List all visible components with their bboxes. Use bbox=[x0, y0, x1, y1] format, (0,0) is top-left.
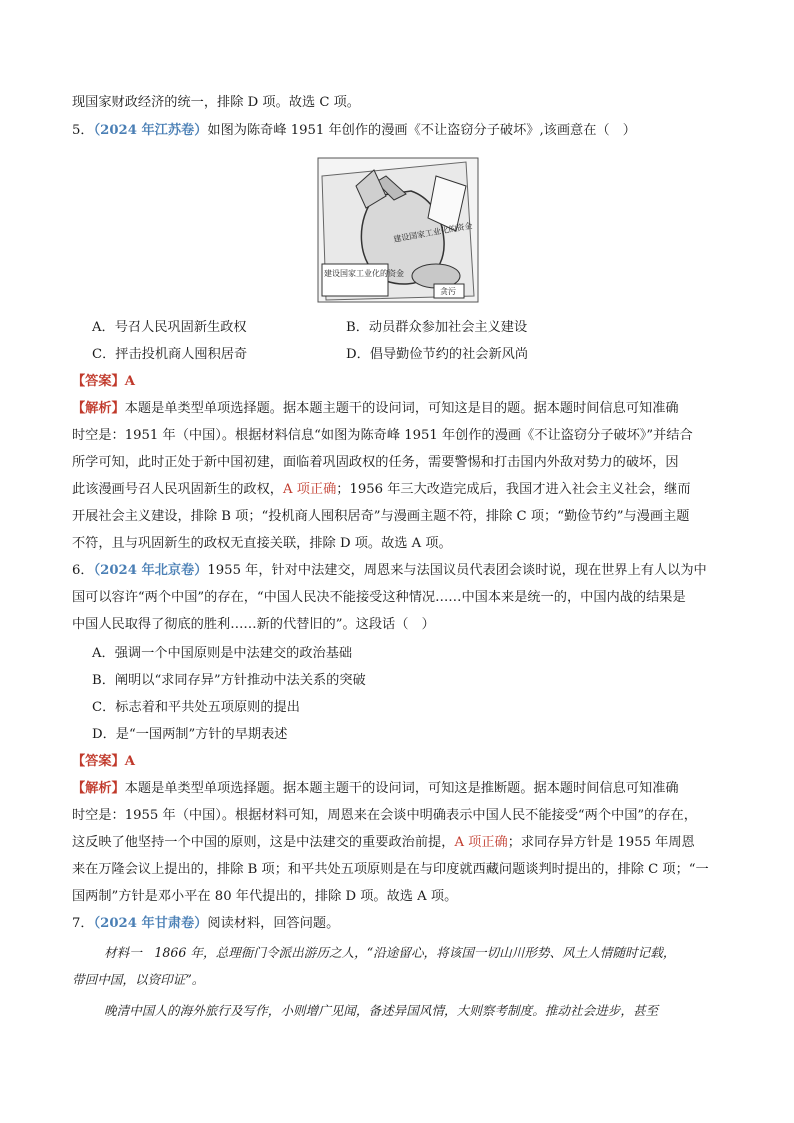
option-text: A．号召人民巩固新生政权 bbox=[92, 320, 247, 335]
correct-highlight: A 项正确 bbox=[283, 482, 337, 497]
question-source: （2024 年甘肃卷） bbox=[93, 916, 208, 931]
analysis-label: 【解析】 bbox=[72, 781, 125, 796]
question-text: 阅读材料，回答问题。 bbox=[207, 916, 340, 931]
answer-value: A bbox=[124, 754, 135, 769]
material-text: 带回中国，以资印证”。 bbox=[72, 972, 205, 987]
text: 国两制”方针是邓小平在 80 年代提出的，排除 D 项。故选 A 项。 bbox=[72, 889, 458, 904]
option-text: A．强调一个中国原则是中法建交的政治基础 bbox=[92, 646, 353, 661]
q5-analysis-4 bbox=[72, 480, 691, 500]
text: ；求同存异方针是 1955 年周恩 bbox=[507, 835, 695, 850]
q7-material-2 bbox=[72, 970, 204, 990]
q6-option-d bbox=[92, 725, 288, 745]
q5-stem bbox=[72, 121, 636, 141]
question-text: 如图为陈奇峰 1951 年创作的漫画《不让盗窃分子破坏》,该画意在（ ） bbox=[207, 123, 636, 138]
q5-analysis-2 bbox=[72, 426, 693, 446]
tag-label: 贪污 bbox=[440, 287, 456, 296]
analysis-label: 【解析】 bbox=[72, 401, 125, 416]
q6-analysis-5 bbox=[72, 887, 457, 907]
sack-label: 建设国家工业化的资金 bbox=[392, 221, 474, 244]
text: 不符，且与巩固新生的政权无直接关联，排除 D 项。故选 A 项。 bbox=[72, 536, 452, 551]
question-number: 6． bbox=[72, 563, 94, 578]
question-number: 5． bbox=[72, 123, 94, 138]
q5-answer bbox=[72, 372, 135, 392]
answer-label: 【答案】 bbox=[72, 374, 125, 389]
q6-option-b bbox=[92, 671, 366, 691]
question-text: 1955 年，针对中法建交，周恩来与法国议员代表团会谈时说，现在世界上有人以为中 bbox=[207, 563, 707, 578]
material-text: 材料一 1866 年，总理衙门令派出游历之人，“沿途留心，将该国一切山川形势、风土人情随时记载， bbox=[104, 945, 676, 960]
q5-analysis-1 bbox=[72, 399, 679, 419]
q7-material-3 bbox=[104, 1001, 658, 1021]
answer-value: A bbox=[124, 374, 135, 389]
box-label: 建设国家工业化的资金 bbox=[324, 269, 404, 278]
question-number: 7． bbox=[72, 916, 94, 931]
q7-material-1 bbox=[104, 943, 675, 963]
text: 时空是：1951 年（中国）。根据材料信息“如图为陈奇峰 1951 年创作的漫画《不让盗窃分子破坏》”并结合 bbox=[72, 428, 693, 443]
text: 开展社会主义建设，排除 B 项；“投机商人囤积居奇”与漫画主题不符，排除 C 项；“勤俭节约”与漫画主题 bbox=[72, 509, 690, 524]
text: 此该漫画号召人民巩固新生的政权， bbox=[72, 482, 283, 497]
material-text: 晚清中国人的海外旅行及写作，小则增广见闻，备述异国风情，大则察考制度。推动社会进步，甚至 bbox=[104, 1003, 659, 1018]
question-source: （2024 年江苏卷） bbox=[93, 123, 208, 138]
q6-stem-3 bbox=[72, 615, 435, 635]
text: 本题是单类型单项选择题。据本题主题干的设问词，可知这是目的题。据本题时间信息可知准确 bbox=[124, 401, 679, 416]
option-text: D．是“一国两制”方针的早期表述 bbox=[92, 727, 288, 742]
q5-analysis-6 bbox=[72, 534, 452, 554]
option-text: B．动员群众参加社会主义建设 bbox=[346, 320, 528, 335]
question-text: 国可以容许“两个中国”的存在，“中国人民决不能接受这种情况……中国本来是统一的，中国内战的结果是 bbox=[72, 590, 686, 605]
question-source: （2024 年北京卷） bbox=[93, 563, 208, 578]
continuation-line bbox=[72, 93, 360, 113]
q5-analysis-5 bbox=[72, 507, 689, 527]
text: 来在万隆会议上提出的，排除 B 项；和平共处五项原则是在与印度就西藏问题谈判时提出的，排除 C 项；“一 bbox=[72, 862, 709, 877]
option-text: D．倡导勤俭节约的社会新风尚 bbox=[346, 347, 529, 362]
q5-option-d bbox=[346, 345, 528, 365]
q7-stem bbox=[72, 914, 339, 934]
option-text: C．标志着和平共处五项原则的提出 bbox=[92, 700, 300, 715]
text: 所学可知，此时正处于新中国初建，面临着巩固政权的任务，需要警惕和打击国内外敌对势力的破坏，因 bbox=[72, 455, 679, 470]
text: 现国家财政经济的统一，排除 D 项。故选 C 项。 bbox=[72, 95, 360, 110]
text: 时空是：1955 年（中国）。根据材料可知，周恩来在会谈中明确表示中国人民不能接受“两个中国”的存在， bbox=[72, 808, 697, 823]
q6-analysis-3 bbox=[72, 833, 695, 853]
text: 本题是单类型单项选择题。据本题主题干的设问词，可知这是推断题。据本题时间信息可知准确 bbox=[124, 781, 679, 796]
cartoon-image bbox=[316, 156, 480, 304]
q6-answer bbox=[72, 752, 135, 772]
question-text: 中国人民取得了彻底的胜利……新的代替旧的”。这段话（ ） bbox=[72, 617, 435, 632]
q6-option-a bbox=[92, 644, 352, 664]
q5-option-c bbox=[92, 345, 247, 365]
option-text: B．阐明以“求同存异”方针推动中法关系的突破 bbox=[92, 673, 366, 688]
option-text: C．抨击投机商人囤积居奇 bbox=[92, 347, 248, 362]
text: ；1956 年三大改造完成后，我国才进入社会主义社会，继而 bbox=[336, 482, 691, 497]
correct-highlight: A 项正确 bbox=[454, 835, 508, 850]
q6-analysis-4 bbox=[72, 860, 709, 880]
text: 这反映了他坚持一个中国的原则，这是中法建交的重要政治前提， bbox=[72, 835, 455, 850]
q6-stem-2 bbox=[72, 588, 686, 608]
q6-analysis-1 bbox=[72, 779, 679, 799]
answer-label: 【答案】 bbox=[72, 754, 125, 769]
q6-stem-1 bbox=[72, 561, 707, 581]
q6-analysis-2 bbox=[72, 806, 697, 826]
q5-option-b bbox=[346, 318, 527, 338]
q6-option-c bbox=[92, 698, 300, 718]
q5-analysis-3 bbox=[72, 453, 679, 473]
q5-option-a bbox=[92, 318, 247, 338]
